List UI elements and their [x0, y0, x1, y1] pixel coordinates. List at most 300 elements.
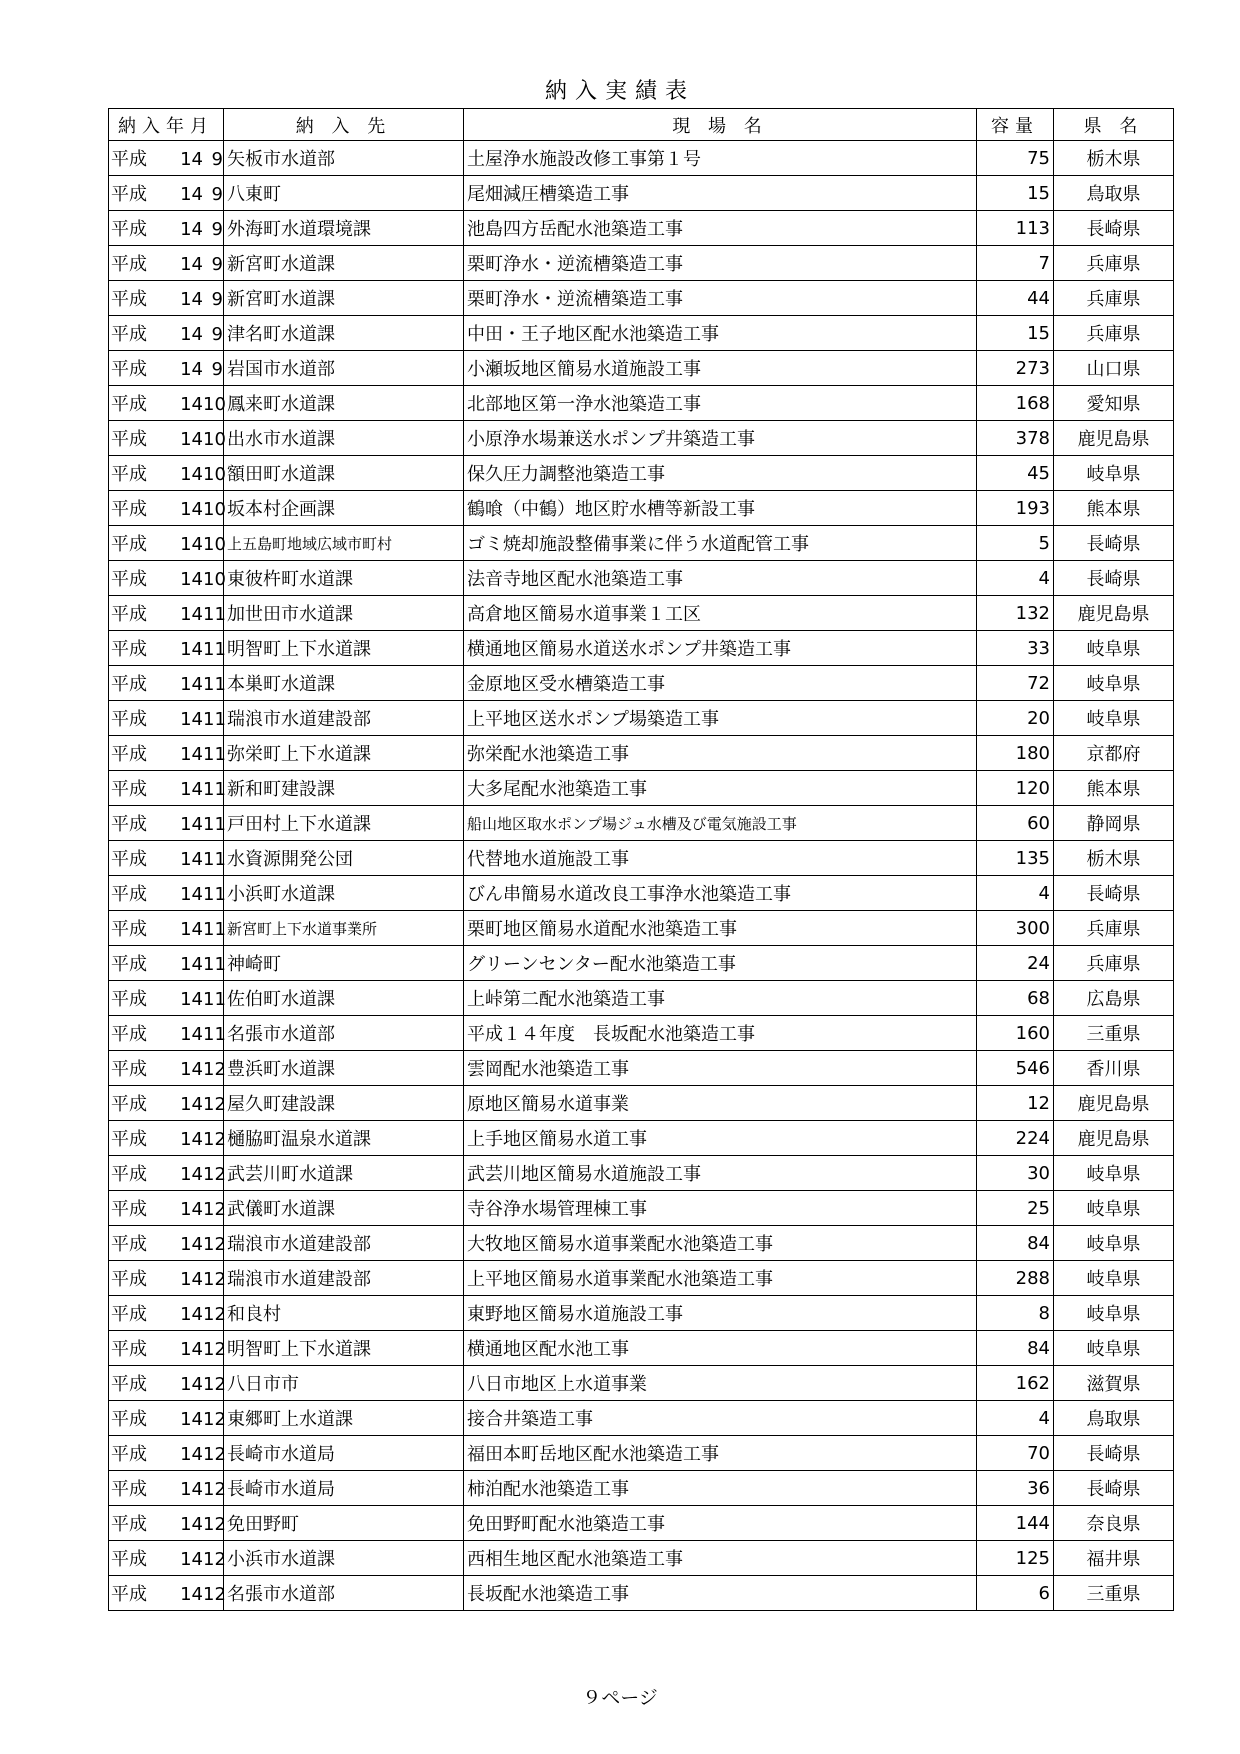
table-row	[109, 631, 1174, 666]
capacity-cell: 68	[977, 981, 1054, 1016]
delivery-date-cell	[109, 386, 224, 421]
table-row	[109, 281, 1174, 316]
site-name-cell: 上手地区簡易水道工事	[464, 1121, 977, 1156]
month: 11	[203, 989, 226, 1010]
prefecture-cell: 長崎県	[1054, 1471, 1174, 1506]
month: 10	[203, 429, 226, 450]
header-delivery-date: 納入年月	[109, 109, 224, 141]
era: 平成	[111, 1584, 147, 1605]
table-row	[109, 351, 1174, 386]
site-name-cell: 原地区簡易水道事業	[464, 1086, 977, 1121]
client-cell: 長崎市水道局	[224, 1471, 464, 1506]
site-name-cell: 武芸川地区簡易水道施設工事	[464, 1156, 977, 1191]
prefecture-cell: 岐阜県	[1054, 1331, 1174, 1366]
month: 11	[203, 884, 226, 905]
capacity-cell: 193	[977, 491, 1054, 526]
table-row	[109, 1261, 1174, 1296]
delivery-date-cell	[109, 1506, 224, 1541]
page-number: ９ページ	[582, 1687, 658, 1709]
capacity-cell: 25	[977, 1191, 1054, 1226]
capacity-cell: 60	[977, 806, 1054, 841]
month: 11	[203, 954, 226, 975]
prefecture-cell: 京都府	[1054, 736, 1174, 771]
month: 12	[203, 1584, 226, 1605]
year: 14	[180, 429, 203, 450]
client-cell: 八東町	[224, 176, 464, 211]
site-name-cell: 長坂配水池築造工事	[464, 1576, 977, 1611]
table-row	[109, 526, 1174, 561]
table-row	[109, 701, 1174, 736]
era: 平成	[111, 709, 147, 730]
era: 平成	[111, 1199, 147, 1220]
delivery-date-cell	[109, 491, 224, 526]
year: 14	[180, 1094, 203, 1115]
delivery-date-cell	[109, 1051, 224, 1086]
year: 14	[180, 1199, 203, 1220]
month: 11	[203, 674, 226, 695]
prefecture-cell: 長崎県	[1054, 876, 1174, 911]
capacity-cell: 45	[977, 456, 1054, 491]
client-cell: 東彼杵町水道課	[224, 561, 464, 596]
era: 平成	[111, 1094, 147, 1115]
capacity-cell: 168	[977, 386, 1054, 421]
table-row	[109, 946, 1174, 981]
prefecture-cell: 長崎県	[1054, 561, 1174, 596]
year: 14	[180, 1024, 203, 1045]
delivery-date-cell	[109, 1226, 224, 1261]
site-name-cell: 鶴喰（中鶴）地区貯水槽等新設工事	[464, 491, 977, 526]
client-cell: 岩国市水道部	[224, 351, 464, 386]
site-name-cell: 雲岡配水池築造工事	[464, 1051, 977, 1086]
client-cell: 小浜市水道課	[224, 1541, 464, 1576]
prefecture-cell: 岐阜県	[1054, 666, 1174, 701]
table-row	[109, 1191, 1174, 1226]
month: 11	[203, 639, 226, 660]
client-cell: 免田野町	[224, 1506, 464, 1541]
year: 14	[180, 919, 203, 940]
year: 14	[180, 219, 203, 240]
capacity-cell: 300	[977, 911, 1054, 946]
table-row	[109, 806, 1174, 841]
era: 平成	[111, 1024, 147, 1045]
client-cell: 長崎市水道局	[224, 1436, 464, 1471]
header-client: 納 入 先	[224, 109, 464, 141]
site-name-cell: 上平地区送水ポンプ場築造工事	[464, 701, 977, 736]
prefecture-cell: 岐阜県	[1054, 456, 1174, 491]
prefecture-cell: 香川県	[1054, 1051, 1174, 1086]
site-name-cell: 横通地区配水池工事	[464, 1331, 977, 1366]
prefecture-cell: 岐阜県	[1054, 701, 1174, 736]
month: 10	[203, 499, 226, 520]
site-name-cell: 北部地区第一浄水池築造工事	[464, 386, 977, 421]
client-cell: 矢板市水道部	[224, 141, 464, 176]
table-row	[109, 491, 1174, 526]
site-name-cell: 代替地水道施設工事	[464, 841, 977, 876]
era: 平成	[111, 814, 147, 835]
capacity-cell: 84	[977, 1331, 1054, 1366]
month: 12	[203, 1059, 226, 1080]
era: 平成	[111, 1409, 147, 1430]
delivery-date-cell	[109, 211, 224, 246]
table-row	[109, 211, 1174, 246]
table-row	[109, 1331, 1174, 1366]
delivery-date-cell	[109, 1541, 224, 1576]
site-name-cell: 船山地区取水ポンプ場ジュ水槽及び電気施設工事	[464, 806, 977, 841]
prefecture-cell: 熊本県	[1054, 771, 1174, 806]
document-title: 納入実績表	[544, 79, 695, 104]
year: 14	[180, 534, 203, 555]
capacity-cell: 30	[977, 1156, 1054, 1191]
client-cell: 東郷町上水道課	[224, 1401, 464, 1436]
site-name-cell: グリーンセンター配水池築造工事	[464, 946, 977, 981]
table-row	[109, 1401, 1174, 1436]
era: 平成	[111, 779, 147, 800]
client-cell: 屋久町建設課	[224, 1086, 464, 1121]
capacity-cell: 132	[977, 596, 1054, 631]
delivery-date-cell	[109, 1261, 224, 1296]
delivery-date-cell	[109, 316, 224, 351]
month: 12	[203, 1304, 226, 1325]
site-name-cell: 中田・王子地区配水池築造工事	[464, 316, 977, 351]
client-cell: 額田町水道課	[224, 456, 464, 491]
delivery-date-cell	[109, 701, 224, 736]
site-name-cell: 上平地区簡易水道事業配水池築造工事	[464, 1261, 977, 1296]
month: 11	[203, 744, 226, 765]
era: 平成	[111, 534, 147, 555]
era: 平成	[111, 954, 147, 975]
capacity-cell: 546	[977, 1051, 1054, 1086]
site-name-cell: 栗町地区簡易水道配水池築造工事	[464, 911, 977, 946]
prefecture-cell: 鹿児島県	[1054, 596, 1174, 631]
era: 平成	[111, 324, 147, 345]
delivery-date-cell	[109, 526, 224, 561]
table-row	[109, 1051, 1174, 1086]
capacity-cell: 180	[977, 736, 1054, 771]
era: 平成	[111, 884, 147, 905]
table-row	[109, 421, 1174, 456]
delivery-date-cell	[109, 421, 224, 456]
client-cell: 新和町建設課	[224, 771, 464, 806]
month: 11	[203, 919, 226, 940]
delivery-date-cell	[109, 1191, 224, 1226]
year: 14	[180, 1339, 203, 1360]
table-row	[109, 1576, 1174, 1611]
delivery-date-cell	[109, 596, 224, 631]
prefecture-cell: 兵庫県	[1054, 316, 1174, 351]
year: 14	[180, 779, 203, 800]
delivery-date-cell	[109, 1436, 224, 1471]
table-row	[109, 176, 1174, 211]
era: 平成	[111, 604, 147, 625]
client-cell: 加世田市水道課	[224, 596, 464, 631]
delivery-date-cell	[109, 841, 224, 876]
prefecture-cell: 愛知県	[1054, 386, 1174, 421]
year: 14	[180, 709, 203, 730]
prefecture-cell: 兵庫県	[1054, 946, 1174, 981]
delivery-date-cell	[109, 736, 224, 771]
era: 平成	[111, 639, 147, 660]
client-cell: 弥栄町上下水道課	[224, 736, 464, 771]
year: 14	[180, 254, 203, 275]
site-name-cell: 接合井築造工事	[464, 1401, 977, 1436]
table-row	[109, 1156, 1174, 1191]
month: 9	[211, 289, 223, 310]
month: 12	[203, 1339, 226, 1360]
table-row	[109, 1366, 1174, 1401]
site-name-cell: 西相生地区配水池築造工事	[464, 1541, 977, 1576]
era: 平成	[111, 674, 147, 695]
year: 14	[180, 674, 203, 695]
site-name-cell: 東野地区簡易水道施設工事	[464, 1296, 977, 1331]
era: 平成	[111, 1234, 147, 1255]
era: 平成	[111, 254, 147, 275]
table-row	[109, 1226, 1174, 1261]
capacity-cell: 36	[977, 1471, 1054, 1506]
client-cell: 瑞浪市水道建設部	[224, 1226, 464, 1261]
month: 12	[203, 1479, 226, 1500]
prefecture-cell: 広島県	[1054, 981, 1174, 1016]
site-name-cell: 八日市地区上水道事業	[464, 1366, 977, 1401]
delivery-date-cell	[109, 456, 224, 491]
prefecture-cell: 岐阜県	[1054, 1191, 1174, 1226]
month: 12	[203, 1199, 226, 1220]
prefecture-cell: 熊本県	[1054, 491, 1174, 526]
capacity-cell: 4	[977, 1401, 1054, 1436]
client-cell: 坂本村企画課	[224, 491, 464, 526]
era: 平成	[111, 744, 147, 765]
delivery-date-cell	[109, 946, 224, 981]
year: 14	[180, 1549, 203, 1570]
year: 14	[180, 324, 203, 345]
table-row	[109, 1471, 1174, 1506]
prefecture-cell: 長崎県	[1054, 1436, 1174, 1471]
month: 9	[211, 149, 223, 170]
client-cell: 樋脇町温泉水道課	[224, 1121, 464, 1156]
capacity-cell: 5	[977, 526, 1054, 561]
year: 14	[180, 954, 203, 975]
capacity-cell: 162	[977, 1366, 1054, 1401]
month: 12	[203, 1409, 226, 1430]
year: 14	[180, 1514, 203, 1535]
client-cell: 武儀町水道課	[224, 1191, 464, 1226]
client-cell: 津名町水道課	[224, 316, 464, 351]
delivery-date-cell	[109, 351, 224, 386]
capacity-cell: 4	[977, 876, 1054, 911]
site-name-cell: 上峠第二配水池築造工事	[464, 981, 977, 1016]
era: 平成	[111, 359, 147, 380]
table-row	[109, 911, 1174, 946]
table-row	[109, 141, 1174, 176]
month: 9	[211, 219, 223, 240]
era: 平成	[111, 394, 147, 415]
site-name-cell: 大多尾配水池築造工事	[464, 771, 977, 806]
era: 平成	[111, 1374, 147, 1395]
era: 平成	[111, 1479, 147, 1500]
year: 14	[180, 499, 203, 520]
era: 平成	[111, 1304, 147, 1325]
table-row	[109, 316, 1174, 351]
client-cell: 外海町水道環境課	[224, 211, 464, 246]
year: 14	[180, 1304, 203, 1325]
delivery-date-cell	[109, 666, 224, 701]
year: 14	[180, 639, 203, 660]
year: 14	[180, 1374, 203, 1395]
era: 平成	[111, 219, 147, 240]
prefecture-cell: 長崎県	[1054, 211, 1174, 246]
capacity-cell: 84	[977, 1226, 1054, 1261]
era: 平成	[111, 1444, 147, 1465]
prefecture-cell: 長崎県	[1054, 526, 1174, 561]
delivery-date-cell	[109, 1296, 224, 1331]
table-row	[109, 1506, 1174, 1541]
table-row	[109, 386, 1174, 421]
month: 11	[203, 849, 226, 870]
year: 14	[180, 464, 203, 485]
client-cell: 神崎町	[224, 946, 464, 981]
month: 12	[203, 1234, 226, 1255]
year: 14	[180, 1584, 203, 1605]
table-row	[109, 841, 1174, 876]
era: 平成	[111, 1549, 147, 1570]
prefecture-cell: 三重県	[1054, 1576, 1174, 1611]
client-cell: 上五島町地域広域市町村	[224, 526, 464, 561]
month: 11	[203, 709, 226, 730]
year: 14	[180, 604, 203, 625]
site-name-cell: 大牧地区簡易水道事業配水池築造工事	[464, 1226, 977, 1261]
capacity-cell: 273	[977, 351, 1054, 386]
site-name-cell: 金原地区受水槽築造工事	[464, 666, 977, 701]
site-name-cell: 土屋浄水施設改修工事第１号	[464, 141, 977, 176]
capacity-cell: 113	[977, 211, 1054, 246]
prefecture-cell: 栃木県	[1054, 841, 1174, 876]
year: 14	[180, 394, 203, 415]
capacity-cell: 7	[977, 246, 1054, 281]
era: 平成	[111, 184, 147, 205]
month: 12	[203, 1164, 226, 1185]
prefecture-cell: 岐阜県	[1054, 1261, 1174, 1296]
table-row	[109, 666, 1174, 701]
delivery-date-cell	[109, 1086, 224, 1121]
prefecture-cell: 三重県	[1054, 1016, 1174, 1051]
site-name-cell: ゴミ焼却施設整備事業に伴う水道配管工事	[464, 526, 977, 561]
site-name-cell: 池島四方岳配水池築造工事	[464, 211, 977, 246]
prefecture-cell: 山口県	[1054, 351, 1174, 386]
site-name-cell: 小瀬坂地区簡易水道施設工事	[464, 351, 977, 386]
site-name-cell: 小原浄水場兼送水ポンプ井築造工事	[464, 421, 977, 456]
delivery-record-table	[108, 108, 1174, 1611]
capacity-cell: 12	[977, 1086, 1054, 1121]
era: 平成	[111, 429, 147, 450]
table-row	[109, 1121, 1174, 1156]
prefecture-cell: 鹿児島県	[1054, 1121, 1174, 1156]
month: 9	[211, 254, 223, 275]
prefecture-cell: 岐阜県	[1054, 1296, 1174, 1331]
client-cell: 新宮町上下水道事業所	[224, 911, 464, 946]
capacity-cell: 135	[977, 841, 1054, 876]
year: 14	[180, 569, 203, 590]
client-cell: 出水市水道課	[224, 421, 464, 456]
month: 12	[203, 1269, 226, 1290]
year: 14	[180, 1059, 203, 1080]
header-prefecture: 県 名	[1054, 109, 1174, 141]
capacity-cell: 6	[977, 1576, 1054, 1611]
era: 平成	[111, 1339, 147, 1360]
era: 平成	[111, 1164, 147, 1185]
year: 14	[180, 359, 203, 380]
delivery-date-cell	[109, 1576, 224, 1611]
client-cell: 瑞浪市水道建設部	[224, 701, 464, 736]
client-cell: 小浜町水道課	[224, 876, 464, 911]
capacity-cell: 4	[977, 561, 1054, 596]
header-site-name: 現 場 名	[464, 109, 977, 141]
delivery-date-cell	[109, 981, 224, 1016]
header-capacity: 容量	[977, 109, 1054, 141]
capacity-cell: 75	[977, 141, 1054, 176]
delivery-date-cell	[109, 1016, 224, 1051]
client-cell: 戸田村上下水道課	[224, 806, 464, 841]
prefecture-cell: 鹿児島県	[1054, 1086, 1174, 1121]
year: 14	[180, 989, 203, 1010]
delivery-date-cell	[109, 1401, 224, 1436]
client-cell: 水資源開発公団	[224, 841, 464, 876]
site-name-cell: 尾畑減圧槽築造工事	[464, 176, 977, 211]
capacity-cell: 70	[977, 1436, 1054, 1471]
capacity-cell: 24	[977, 946, 1054, 981]
site-name-cell: 栗町浄水・逆流槽築造工事	[464, 281, 977, 316]
capacity-cell: 160	[977, 1016, 1054, 1051]
site-name-cell: 弥栄配水池築造工事	[464, 736, 977, 771]
client-cell: 新宮町水道課	[224, 281, 464, 316]
month: 10	[203, 534, 226, 555]
capacity-cell: 15	[977, 316, 1054, 351]
delivery-date-cell	[109, 246, 224, 281]
client-cell: 名張市水道部	[224, 1576, 464, 1611]
client-cell: 明智町上下水道課	[224, 1331, 464, 1366]
prefecture-cell: 鹿児島県	[1054, 421, 1174, 456]
client-cell: 鳳来町水道課	[224, 386, 464, 421]
era: 平成	[111, 569, 147, 590]
month: 10	[203, 569, 226, 590]
client-cell: 武芸川町水道課	[224, 1156, 464, 1191]
client-cell: 瑞浪市水道建設部	[224, 1261, 464, 1296]
table-row	[109, 876, 1174, 911]
year: 14	[180, 184, 203, 205]
month: 12	[203, 1129, 226, 1150]
month: 12	[203, 1514, 226, 1535]
table-row	[109, 1086, 1174, 1121]
site-name-cell: 横通地区簡易水道送水ポンプ井築造工事	[464, 631, 977, 666]
month: 10	[203, 394, 226, 415]
prefecture-cell: 静岡県	[1054, 806, 1174, 841]
prefecture-cell: 滋賀県	[1054, 1366, 1174, 1401]
site-name-cell: 栗町浄水・逆流槽築造工事	[464, 246, 977, 281]
client-cell: 本巣町水道課	[224, 666, 464, 701]
delivery-date-cell	[109, 1366, 224, 1401]
site-name-cell: 平成１４年度 長坂配水池築造工事	[464, 1016, 977, 1051]
capacity-cell: 15	[977, 176, 1054, 211]
capacity-cell: 288	[977, 1261, 1054, 1296]
delivery-date-cell	[109, 771, 224, 806]
delivery-date-cell	[109, 1121, 224, 1156]
table-row	[109, 1436, 1174, 1471]
table-row	[109, 1296, 1174, 1331]
era: 平成	[111, 149, 147, 170]
site-name-cell: 福田本町岳地区配水池築造工事	[464, 1436, 977, 1471]
month: 12	[203, 1444, 226, 1465]
client-cell: 明智町上下水道課	[224, 631, 464, 666]
year: 14	[180, 1444, 203, 1465]
month: 11	[203, 779, 226, 800]
